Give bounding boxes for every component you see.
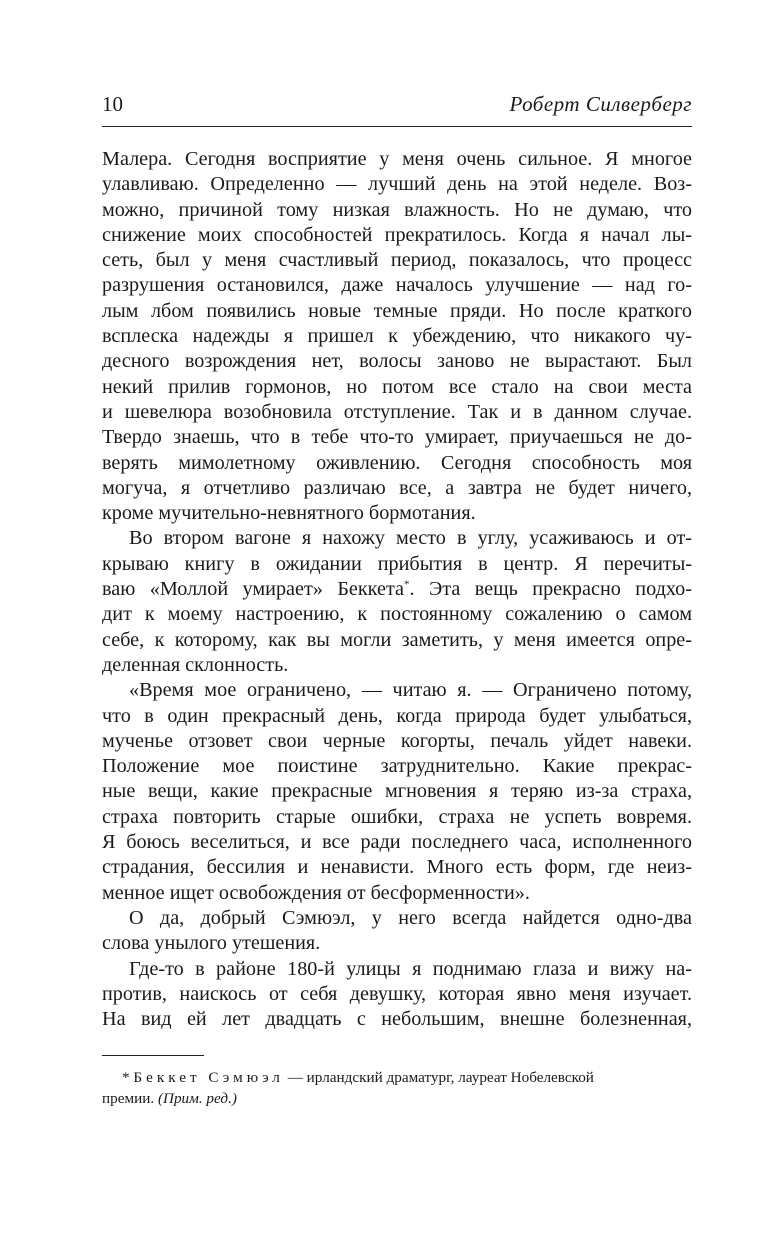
text-fragment: ваю «Моллой умирает» Беккета (102, 578, 404, 601)
text-line: десного возрождения нет, волосы заново не вырастают. Был (102, 350, 692, 373)
text-line: дит к моему настроению, к постоянному сожалению о самом (102, 603, 692, 626)
text-line: менное ищет освобождения от бесформенности». (102, 881, 530, 904)
text-line: Твердо знаешь, что в тебе что-то умирает, приучаешься не до- (102, 426, 692, 449)
text-line: всплеска надежды я пришел к убеждению, что никакого чу- (102, 325, 692, 348)
footnote-divider (102, 1055, 204, 1056)
text-line: некий прилив гормонов, но потом все стало на свои места (102, 375, 692, 398)
paragraph-3 (102, 678, 692, 906)
text-line: крываю книгу в ожидании прибытия в центр. Я перечиты- (102, 552, 692, 575)
text-line: против, наискось от себя девушку, которая явно меня изучает. (102, 982, 692, 1005)
text-line: разрушения остановился, даже началось улучшение — над го- (102, 274, 692, 297)
text-line: снижение моих способностей прекратилось. Когда я начал лы- (102, 223, 692, 246)
footnote (102, 1067, 692, 1109)
page-number: 10 (102, 92, 123, 116)
footnote-line (102, 1067, 692, 1088)
text-line: Я боюсь веселиться, и все ради последнего часа, исполненного (102, 831, 692, 854)
text-line (102, 577, 692, 602)
text-line: мученье отзовет свои черные когорты, печаль уйдет навеки. (102, 729, 692, 752)
running-title: Роберт Силверберг (509, 92, 692, 116)
text-line: Во втором вагоне я нахожу место в углу, усаживаюсь и от- (129, 527, 692, 550)
text-fragment: . Эта вещь прекрасно подхо- (409, 578, 692, 601)
footnote-reference: * (403, 578, 410, 591)
text-line: Положение мое поистине затруднительно. Какие прекрас- (102, 755, 692, 778)
text-line: слова унылого утешения. (102, 932, 321, 955)
paragraph-5 (102, 957, 692, 1033)
footnote-text: премии. (102, 1090, 158, 1108)
text-line: Малера. Сегодня восприятие у меня очень сильное. Я многое (102, 148, 692, 170)
text-line: Где-то в районе 180-й улицы я поднимаю глаза и вижу на- (129, 957, 692, 980)
text-line: себе, к которому, как вы могли заметить, у меня имеется опре- (102, 628, 692, 651)
text-line: лым лбом появились новые темные пряди. Но после краткого (102, 299, 692, 322)
footnote-name: Беккет Сэмюэл (133, 1069, 284, 1087)
paragraph-1 (102, 147, 692, 526)
text-line: сеть, был у меня счастливый период, показалось, что процесс (102, 249, 692, 272)
text-line: ные вещи, какие прекрасные мгновения я теряю из-за страха, (102, 780, 692, 803)
paragraph-2 (102, 526, 692, 678)
text-line: деленная склонность. (102, 653, 289, 676)
text-line: улавливаю. Определенно — лучший день на этой неделе. Воз- (102, 173, 692, 196)
text-line: кроме мучительно-невнятного бормотания. (102, 502, 476, 525)
text-line: верять мимолетному оживлению. Сегодня способность моя (102, 451, 692, 474)
book-page (102, 92, 692, 1109)
footnote-text: — ирландский драматург, лауреат Нобелевской (283, 1069, 594, 1087)
footnote-line (102, 1088, 692, 1109)
paragraph-4 (102, 906, 692, 957)
text-line: О да, добрый Сэмюэл, у него всегда найдется одно-два (129, 906, 692, 929)
text-line: можно, причиной тому низкая влажность. Но не думаю, что (102, 198, 692, 221)
body-text (102, 147, 692, 1032)
text-line: На вид ей лет двадцать с небольшим, внешне болезненная, (102, 1008, 692, 1031)
footnote-mark: * (122, 1069, 130, 1087)
running-head (102, 92, 692, 127)
text-line: «Время мое ограничено, — читаю я. — Ограничено потому, (129, 679, 692, 702)
text-line: что в один прекрасный день, когда природа будет улыбаться, (102, 704, 692, 727)
text-line: и шевелюра возобновила отступление. Так и в данном случае. (102, 400, 692, 423)
text-line: могуча, я отчетливо различаю все, а завтра не будет ничего, (102, 476, 692, 499)
text-line: страдания, бессилия и ненависти. Много есть форм, где неиз- (102, 856, 692, 879)
text-line: страха повторить старые ошибки, страха не успеть вовремя. (102, 805, 692, 828)
editor-note: (Прим. ред.) (157, 1090, 237, 1108)
